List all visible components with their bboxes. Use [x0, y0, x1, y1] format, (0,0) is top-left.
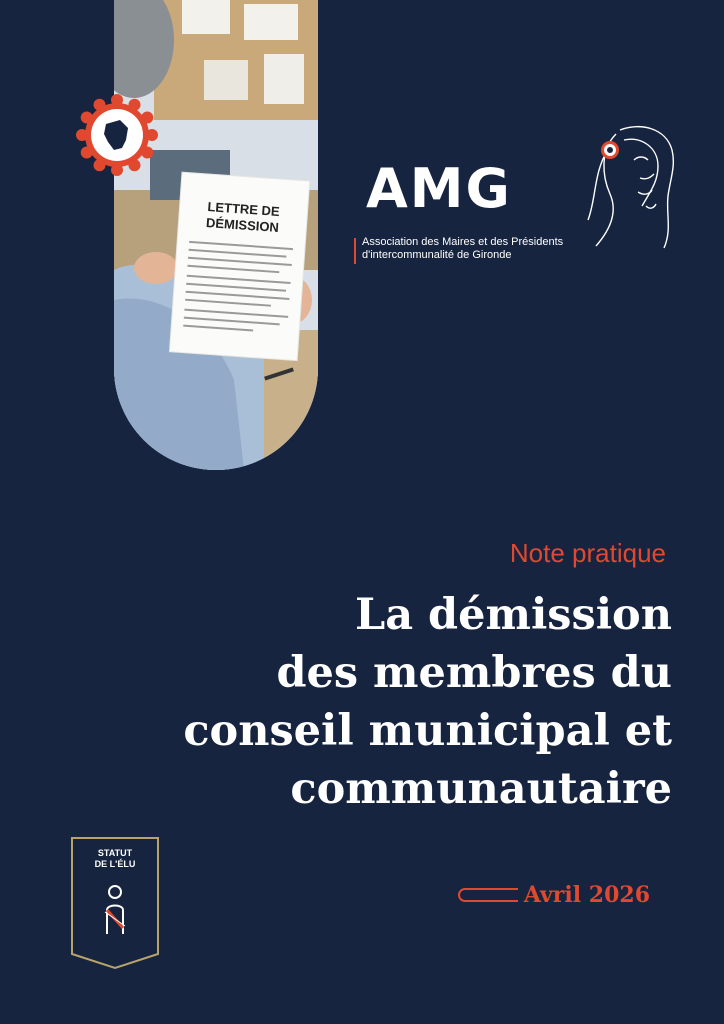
- logo-wordmark: AMG: [366, 157, 512, 220]
- logo-subtitle-line1: Association des Maires et des Présidents: [362, 236, 564, 248]
- statut-elu-badge: [70, 836, 160, 970]
- badge-label-line2: DE L'ÉLU: [94, 859, 136, 869]
- title-line: La démission: [354, 590, 672, 640]
- cover-title: [112, 586, 672, 818]
- title-line: communautaire: [290, 764, 672, 814]
- cover-photo: [114, 0, 318, 470]
- logo-subtitle-line2: d'intercommunalité de Gironde: [362, 249, 512, 261]
- title-line: conseil municipal et: [183, 706, 672, 756]
- logo-accent-bar: [354, 238, 356, 264]
- letter-title-line1: LETTRE DE: [207, 199, 281, 220]
- badge-label-line1: STATUT: [97, 848, 133, 858]
- gironde-rosette-icon: [76, 94, 158, 176]
- amg-logo: [360, 120, 680, 270]
- badge-label: [70, 848, 160, 870]
- date-row: [458, 878, 650, 912]
- cover-kicker: Note pratique: [509, 538, 666, 568]
- title-line: des membres du: [276, 648, 672, 698]
- publication-date: Avril 2026: [523, 882, 650, 908]
- date-decoration: [458, 888, 518, 902]
- marianne-face-icon: [580, 120, 680, 260]
- logo-subtitle: [362, 236, 563, 262]
- letter-title-line2: DÉMISSION: [205, 214, 280, 236]
